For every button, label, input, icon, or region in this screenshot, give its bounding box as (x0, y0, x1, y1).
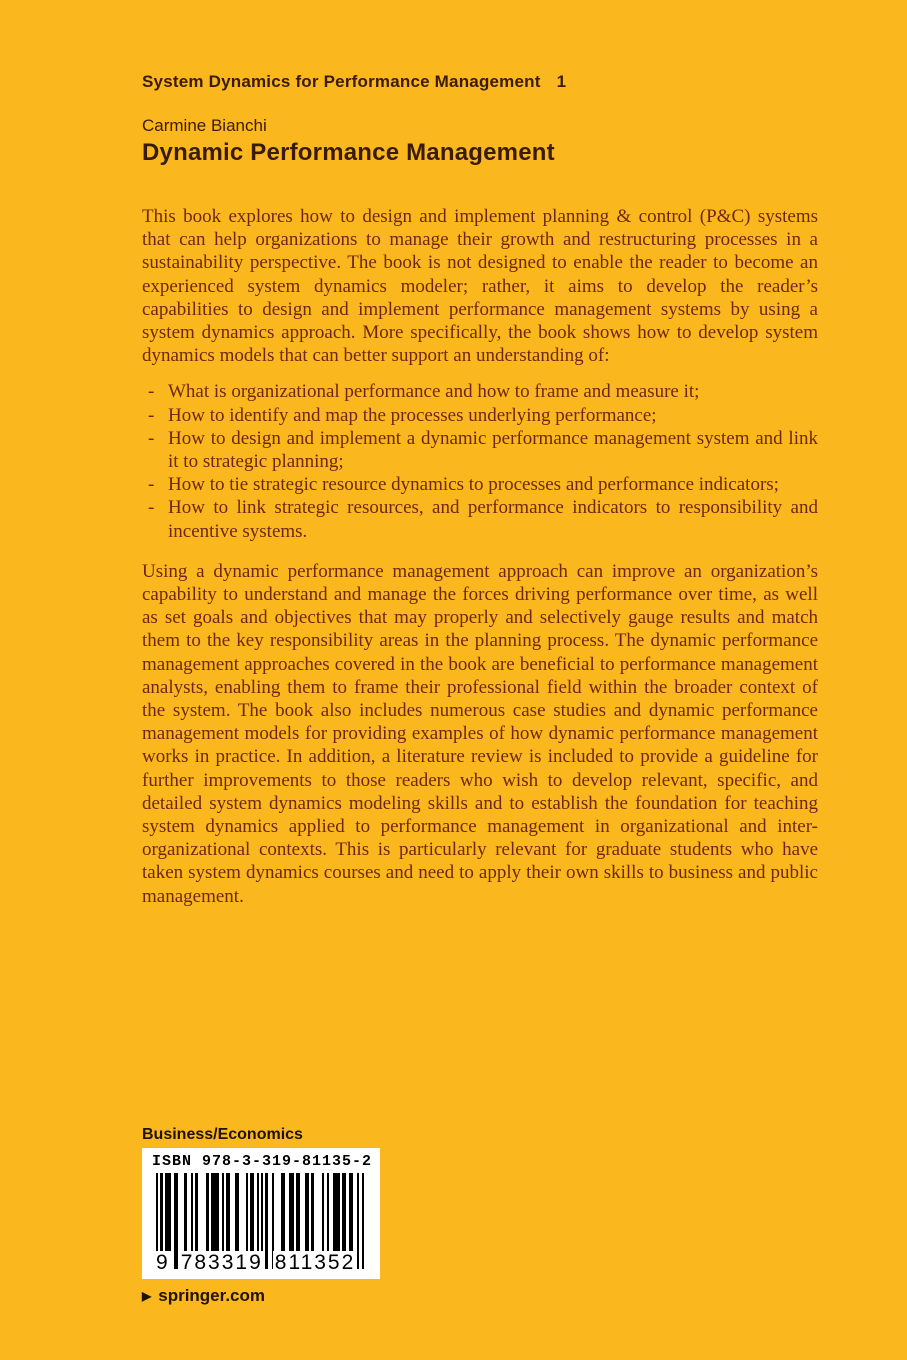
bullet-item (142, 496, 818, 542)
isbn-label: ISBN 978-3-319-81135-2 (152, 1153, 373, 1170)
bullet-dash-marker: - (148, 497, 155, 519)
bullet-item (142, 380, 818, 403)
description-paragraph-2: Using a dynamic performance management approach can improve an organization’s capability to understand and manage the forces driving performance over time, as well as set goals and objectives that may properly and selectively gauge results and match them to the key responsibility areas in the planning process. The dynamic performance management approaches covered in the book are beneficial to performance management analysts, enabling them to frame their professional field within the broader context of the system. The book also includes numerous case studies and dynamic performance management models for providing examples of how dynamic performance management works in practice. In addition, a literature review is included to provide a guideline for further improvements to those readers who wish to develop relevant, specific, and detailed system dynamics modeling skills and to establish the foundation for teaching system dynamics applied to performance management in organizational and inter-organizational contexts. This is particularly relevant for graduate students who have taken system dynamics courses and need to apply their own skills to business and public management. (142, 560, 818, 907)
bullet-text: How to tie strategic resource dynamics to processes and performance indicators; (168, 474, 779, 496)
bullet-text: What is organizational performance and how to frame and measure it; (168, 381, 700, 403)
bullet-item (142, 473, 818, 496)
series-volume-number: 1 (556, 72, 567, 91)
author-name: Carmine Bianchi (142, 116, 267, 135)
bullet-dash-marker: - (148, 381, 155, 403)
bullet-dash-marker: - (148, 474, 155, 496)
footer-block (142, 1126, 442, 1306)
bullet-text: How to design and implement a dynamic performance management system and link it to strategic planning; (168, 427, 818, 473)
series-title-line (142, 72, 818, 92)
bullet-dash-marker: - (148, 427, 155, 449)
publisher-line (142, 1286, 442, 1306)
series-title: System Dynamics for Performance Management (142, 72, 541, 91)
springer-link: springer.com (158, 1286, 265, 1305)
description-paragraph-1: This book explores how to design and implement planning & control (P&C) systems that can help organizations to manage their growth and restructuring processes in a sustainability perspective. The book is not designed to enable the reader to become an experienced system dynamics modeler; rather, it aims to develop the reader’s capabilities to design and implement performance management systems by using a system dynamics approach. More specifically, the book shows how to develop system dynamics models that can better support an understanding of: (142, 206, 818, 367)
isbn-barcode-box (142, 1148, 380, 1279)
springer-arrow-icon: ▶ (142, 1289, 152, 1303)
category-label: Business/Economics (142, 1126, 303, 1143)
barcode-number (154, 1251, 368, 1275)
bullet-item (142, 427, 818, 473)
bullet-text: How to identify and map the processes underlying performance; (168, 404, 657, 426)
bullet-list (142, 380, 818, 542)
barcode-digit-group-1: 9 (156, 1251, 170, 1274)
book-title: Dynamic Performance Management (142, 139, 555, 166)
bullet-dash-marker: - (148, 404, 155, 426)
bullet-text: How to link strategic resources, and performance indicators to responsibility and incentive systems. (168, 497, 818, 542)
barcode-digit-group-3: 811352 (274, 1251, 356, 1274)
barcode-digit-group-2: 783319 (180, 1251, 263, 1274)
bullet-item (142, 404, 818, 427)
content-column (142, 0, 818, 908)
